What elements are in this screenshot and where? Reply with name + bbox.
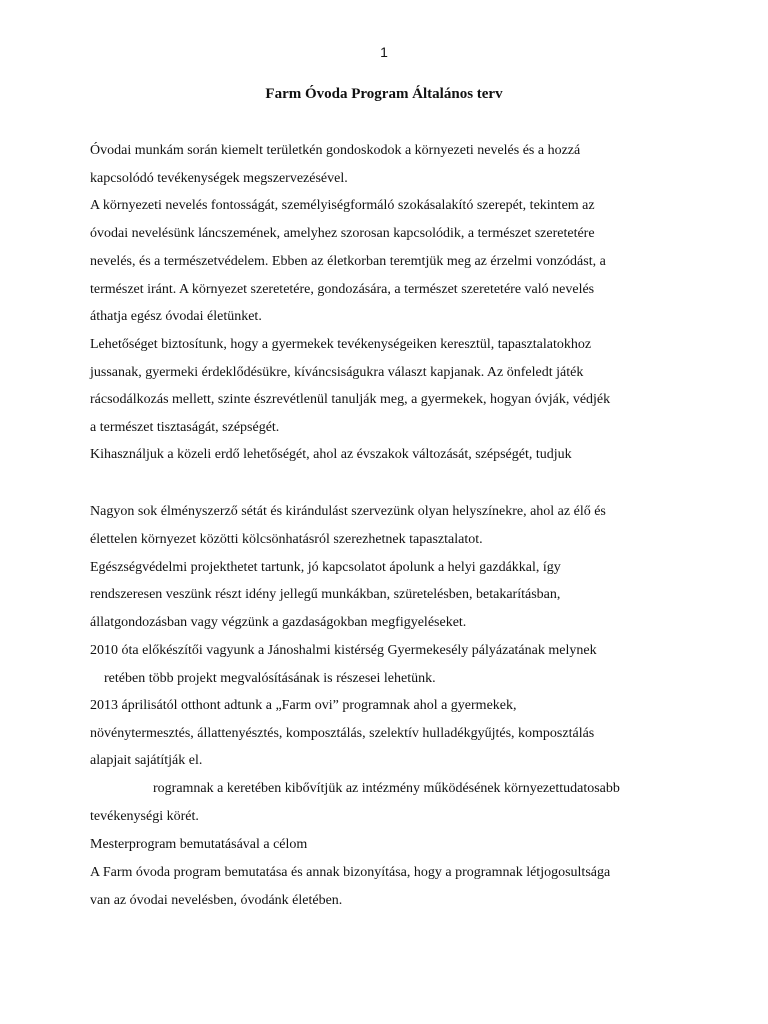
body-line: Egészségvédelmi projekthetet tartunk, jó kapcsolatot ápolunk a helyi gazdákkal, így	[90, 560, 561, 575]
body-line: Óvodai munkám során kiemelt területkén gondoskodok a környezeti nevelés és a hozzá	[90, 143, 581, 158]
body-line: tevékenységi körét.	[90, 809, 199, 824]
body-line: jussanak, gyermeki érdeklődésükre, kíváncsiságukra választ kapjanak. Az önfeledt játék	[90, 365, 584, 380]
body-line: Lehetőséget biztosítunk, hogy a gyermekek tevékenységeiken keresztül, tapasztalatokhoz	[90, 337, 592, 352]
body-line: 2010 óta előkészítői vagyunk a Jánoshalmi kistérség Gyermekesély pályázatának melynek	[90, 643, 597, 658]
body-line: rogramnak a keretében kibővítjük az intézmény működésének környezettudatosabb	[153, 781, 620, 796]
body-line: természet iránt. A környezet szeretetére, gondozására, a természet szeretetére való nevelés	[90, 282, 595, 297]
body-line: Nagyon sok élményszerző sétát és kirándulást szervezünk olyan helyszínekre, ahol az élő és	[90, 504, 606, 519]
body-line: rácsodálkozás mellett, szinte észrevétlenül tanulják meg, a gyermekek, hogyan óvják, védjék	[90, 392, 611, 407]
body-line: óvodai nevelésünk láncszemének, amelyhez szorosan kapcsolódik, a természet szeretetére	[90, 226, 595, 241]
body-line: retében több projekt megvalósításának is részesei lehetünk.	[104, 671, 436, 686]
body-line: Mesterprogram bemutatásával a célom	[90, 837, 308, 852]
body-line: áthatja egész óvodai életünket.	[90, 309, 262, 324]
body-line: a természet tisztaságát, szépségét.	[90, 420, 280, 435]
body-line: rendszeresen veszünk részt idény jellegű munkákban, szüretelésben, betakarításban,	[90, 587, 561, 602]
body-line: A Farm óvoda program bemutatása és annak bizonyítása, hogy a programnak létjogosultsága	[90, 865, 611, 880]
body-line: Kihasználjuk a közeli erdő lehetőségét, ahol az évszakok változását, szépségét, tudjuk	[90, 447, 572, 462]
body-line: állatgondozásban vagy végzünk a gazdaságokban megfigyeléseket.	[90, 615, 467, 630]
body-line: nevelés, és a természetvédelem. Ebben az életkorban teremtjük meg az érzelmi vonzódást, a	[90, 254, 606, 269]
page-number: 1	[380, 44, 388, 60]
body-line: kapcsolódó tevékenységek megszervezésével.	[90, 171, 348, 186]
body-line: A környezeti nevelés fontosságát, személyiségformáló szokásalakító szerepét, tekintem az	[90, 198, 595, 213]
body-line: van az óvodai nevelésben, óvodánk életében.	[90, 893, 343, 908]
body-line: élettelen környezet közötti kölcsönhatásról szerezhetnek tapasztalatot.	[90, 532, 483, 547]
document-title: Farm Óvoda Program Általános terv	[265, 86, 503, 102]
body-line: növénytermesztés, állattenyésztés, komposztálás, szelektív hulladékgyűjtés, komposztálás	[90, 726, 595, 741]
body-line: alapjait sajátítják el.	[90, 753, 203, 768]
body-line: 2013 áprilisától otthont adtunk a „Farm ovi” programnak ahol a gyermekek,	[90, 698, 517, 713]
